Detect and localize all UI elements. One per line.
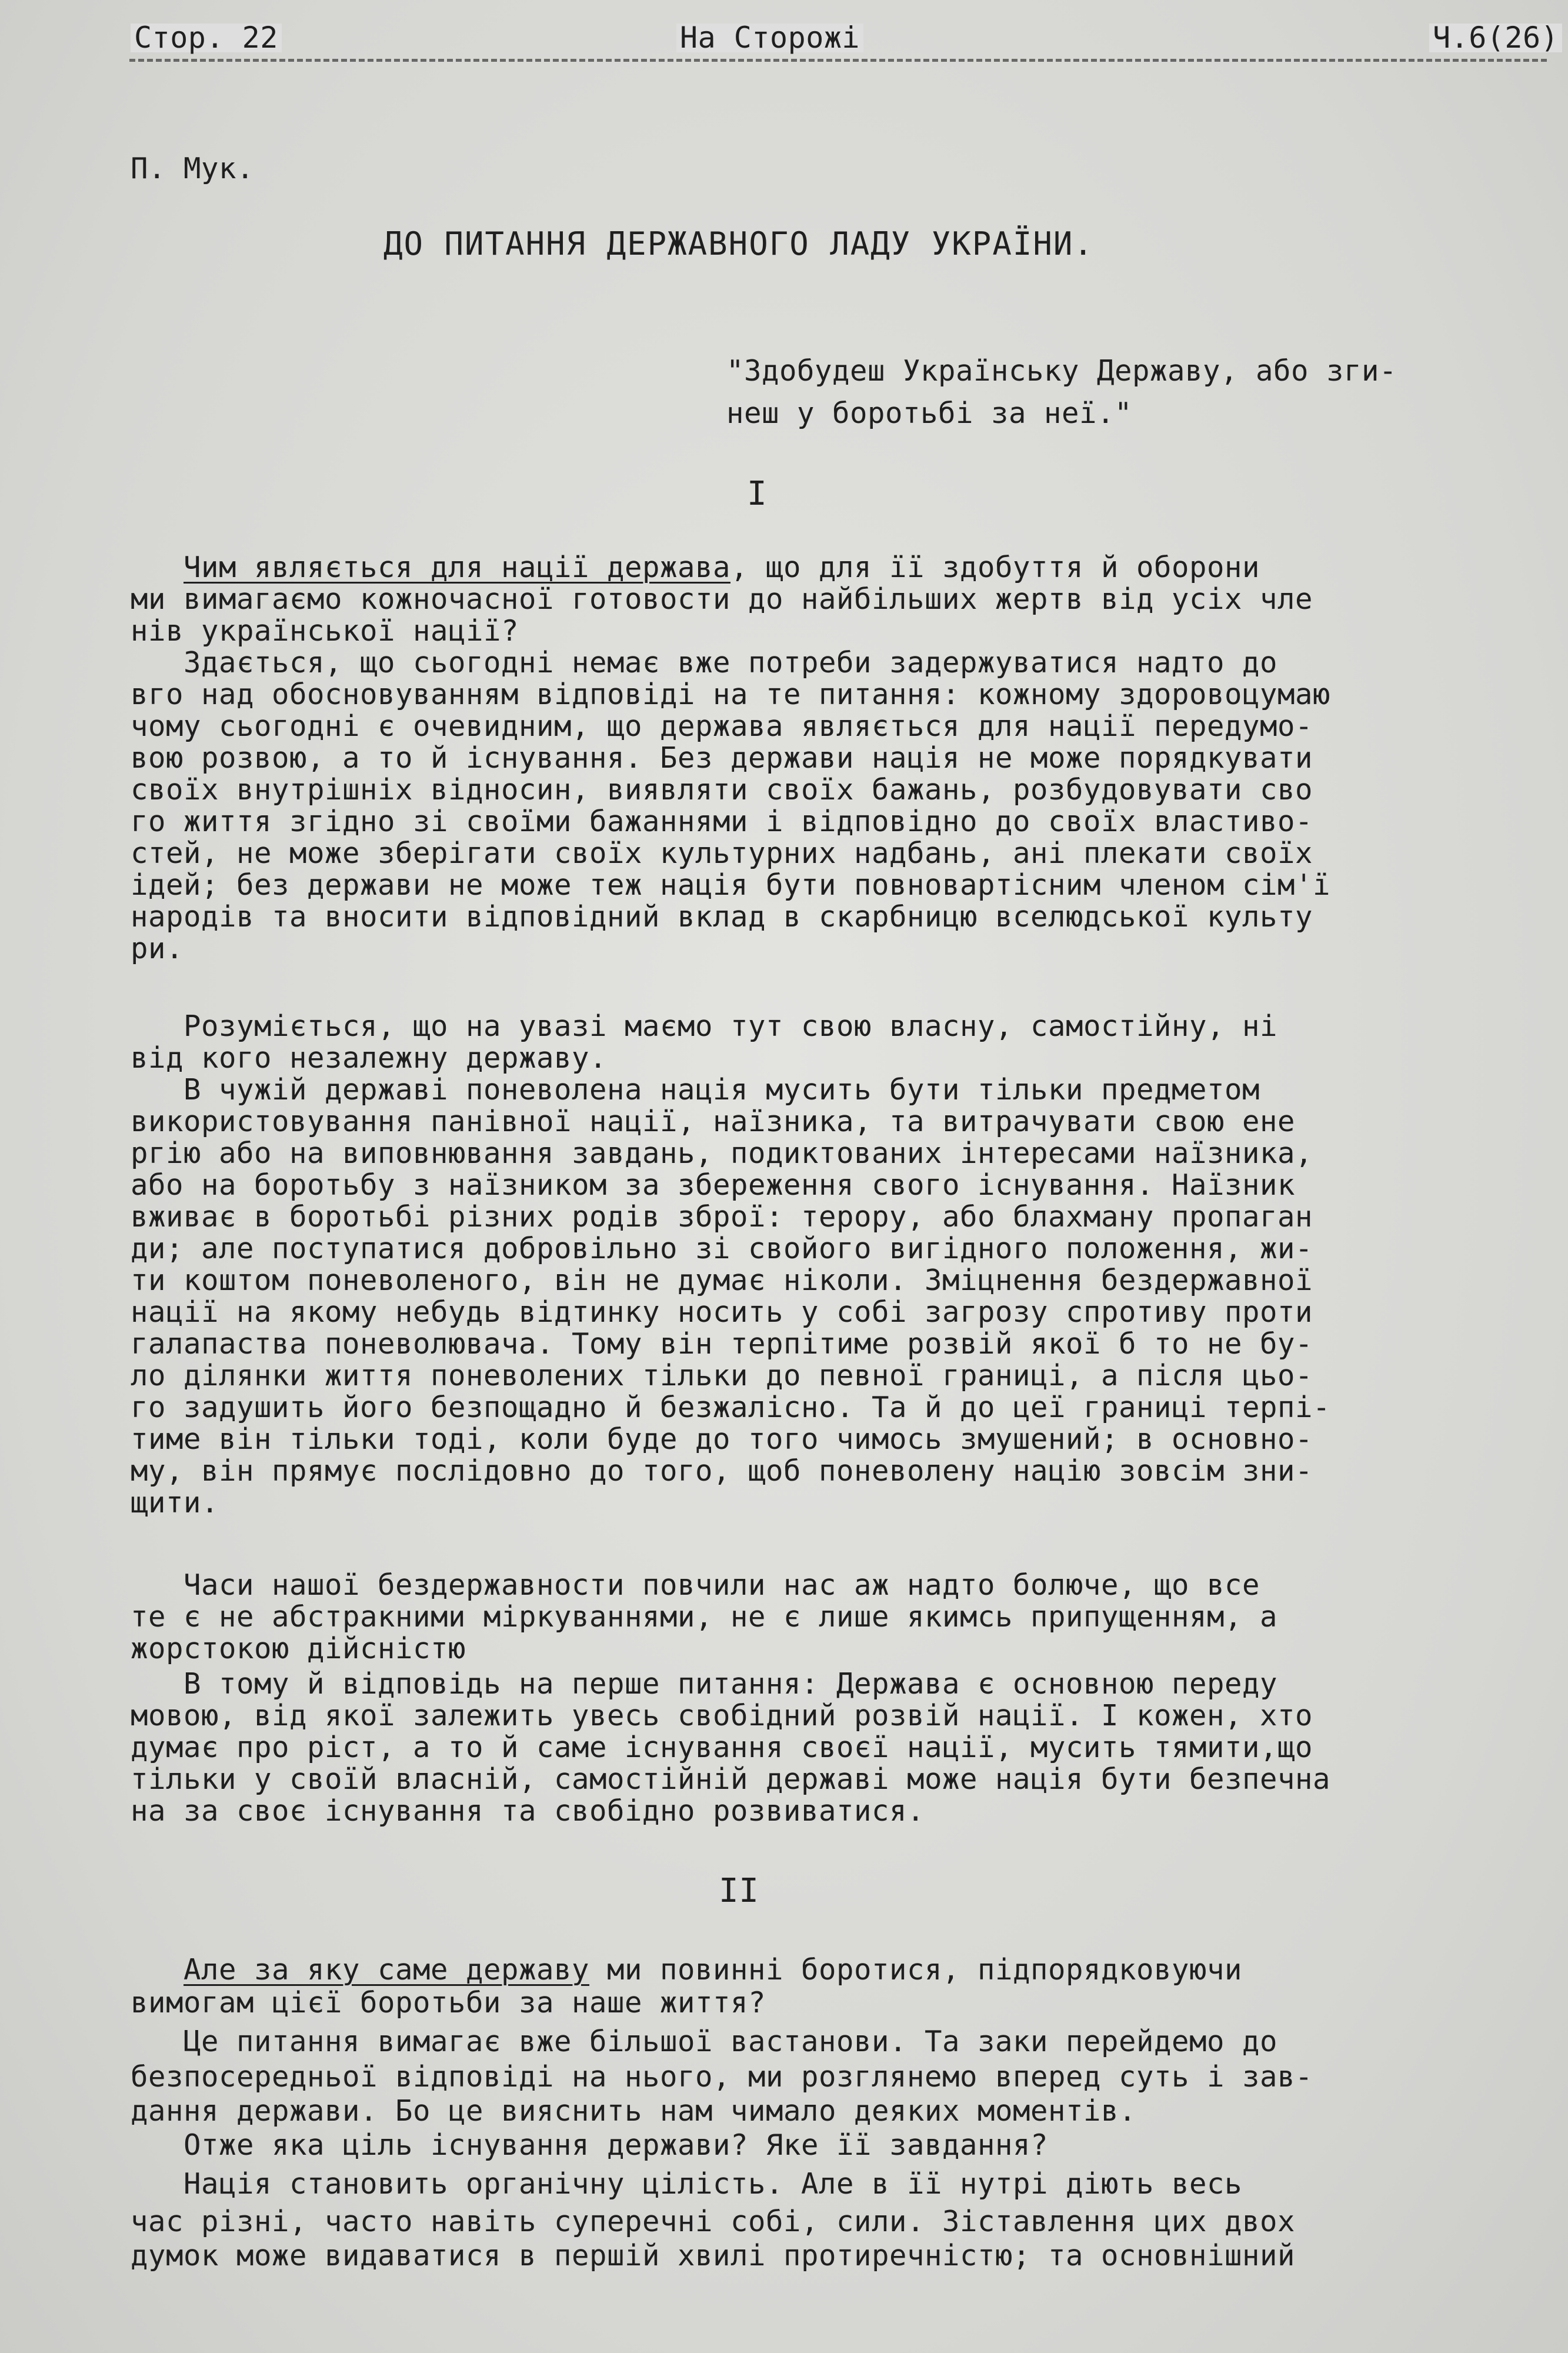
text-line: дання держави. Бо це вияснить нам чимало деяких моментів. (131, 2094, 1137, 2128)
text-line: від кого незалежну державу. (131, 1041, 608, 1075)
text-line: стей, не може зберігати своїх культурних надбань, ані плекати своїх (131, 836, 1313, 870)
text-line: му, він прямує послідовно до того, щоб поневолену націю зовсім зни- (131, 1454, 1313, 1488)
section-number-2: II (719, 1872, 759, 1910)
text-line: Нація становить органічну цілість. Але в її нутрі діють весь (131, 2167, 1243, 2201)
text-line: Це питання вимагає вже більшої вастанови. Та заки перейдемо до (131, 2025, 1278, 2058)
text-line: ди; але поступатися добровільно зі свойого вигідного положення, жи- (131, 1232, 1313, 1265)
header-rule (129, 59, 1547, 62)
text-line: ргію або на виповнювання завдань, подиктованих інтересами наїзника, (131, 1136, 1313, 1170)
text-line: своїх внутрішніх відносин, виявляти своїх бажань, розбудовувати сво (131, 773, 1313, 806)
text-line: вго над обосновуванням відповіді на те питання: кожному здоровоцумаю (131, 678, 1331, 711)
opening-line-rest: ми повинні боротися, підпорядковуючи (589, 1953, 1243, 1987)
text-line: вою розвою, а то й існування. Без держави нація не може порядкувати (131, 741, 1313, 775)
text-line: на за своє існування та свобідно розвиватися. (131, 1794, 925, 1828)
text-line: галапаства поневолювача. Тому він терпітиме розвій якої б то не бу- (131, 1327, 1313, 1361)
text-line: нації на якому небудь відтинку носить у собі загрозу спротиву проти (131, 1295, 1313, 1329)
text-line: чому сьогодні є очевидним, що держава являється для нації передумо- (131, 709, 1313, 743)
text-line: щити. (131, 1486, 219, 1519)
epigraph-line: "Здобудеш Українську Державу, або зги- (726, 354, 1397, 388)
text-line: ти коштом поневоленого, він не думає ніколи. Зміцнення бездержавної (131, 1264, 1313, 1297)
text-line: те є не абстракними міркуваннями, не є лише якимсь припущенням, а (131, 1600, 1278, 1634)
opening-line-rest: , що для її здобуття й оборони (730, 551, 1260, 584)
header-page-number: Стор. 22 (131, 24, 282, 52)
text-line: використовування панівної нації, наїзника, та витрачувати свою ене (131, 1105, 1296, 1138)
epigraph-line: неш у боротьбі за неї." (726, 396, 1133, 430)
text-line: го задушить його безпощадно й безжалісно. Та й до цеї границі терпі- (131, 1391, 1331, 1424)
text-line: тиме він тільки тоді, коли буде до того чимось змушений; в основно- (131, 1422, 1313, 1456)
text-line: час різні, часто навіть суперечні собі, сили. Зіставлення цих двох (131, 2205, 1296, 2238)
header-journal-title: На Сторожі (676, 24, 863, 52)
text-line: безпосередньої відповіді на нього, ми розглянемо вперед суть і зав- (131, 2060, 1313, 2094)
text-line: В тому й відповідь на перше питання: Держава є основною переду (131, 1667, 1278, 1701)
underlined-phrase: Але за яку саме державу (184, 1953, 590, 1987)
author-name: П. Мук. (131, 152, 255, 185)
text-line: Часи нашої бездержавности повчили нас аж надто болюче, що все (131, 1568, 1260, 1602)
text-line: або на боротьбу з наїзником за збереження свого існування. Наїзник (131, 1168, 1296, 1202)
text-line: ло ділянки життя поневолених тільки до певної границі, а після цьо- (131, 1359, 1313, 1392)
paragraph-opening-line (131, 1953, 1243, 1987)
text-line: Отже яка ціль існування держави? Яке її завдання? (131, 2128, 1049, 2162)
text-line: народів та вносити відповідний вклад в скарбницю вселюдської культу (131, 900, 1313, 934)
text-line: нів української нації? (131, 614, 519, 648)
text-line: ідей; без держави не може теж нація бути повновартісним членом сім'ї (131, 868, 1331, 902)
article-title: ДО ПИТАННЯ ДЕРЖАВНОГО ЛАДУ УКРАЇНИ. (383, 225, 1094, 262)
header-issue-number: Ч.6(26) (1429, 24, 1562, 52)
text-line: тільки у своїй власній, самостійній державі може нація бути безпечна (131, 1762, 1331, 1796)
text-line: Розуміється, що на увазі маємо тут свою власну, самостійну, ні (131, 1009, 1278, 1043)
text-line: думок може видаватися в першій хвилі протиречністю; та основнішний (131, 2239, 1296, 2272)
section-number-1: I (747, 475, 768, 513)
paragraph-opening-line (131, 553, 1260, 582)
text-line: вимогам цієї боротьби за наше життя? (131, 1986, 766, 2019)
text-line: В чужій державі поневолена нація мусить бути тільки предметом (131, 1073, 1260, 1106)
text-line: го життя згідно зі своїми бажаннями і відповідно до своїх властиво- (131, 805, 1313, 838)
text-line: мовою, від якої залежить увесь свобідний розвій нації. І кожен, хто (131, 1699, 1313, 1732)
text-line: Здається, що сьогодні немає вже потреби задержуватися надто до (131, 646, 1278, 679)
underlined-phrase: Чим являється для нації держава (184, 551, 731, 584)
text-line: жорстокою дійсністю (131, 1632, 466, 1665)
text-line: вживає в боротьбі різних родів зброї: терору, або блахману пропаган (131, 1200, 1313, 1234)
text-line: думає про ріст, а то й саме існування своєї нації, мусить тямити,що (131, 1731, 1313, 1764)
text-line: ри. (131, 932, 184, 965)
text-line: ми вимагаємо кожночасної готовости до найбільших жертв від усіх чле (131, 582, 1313, 616)
